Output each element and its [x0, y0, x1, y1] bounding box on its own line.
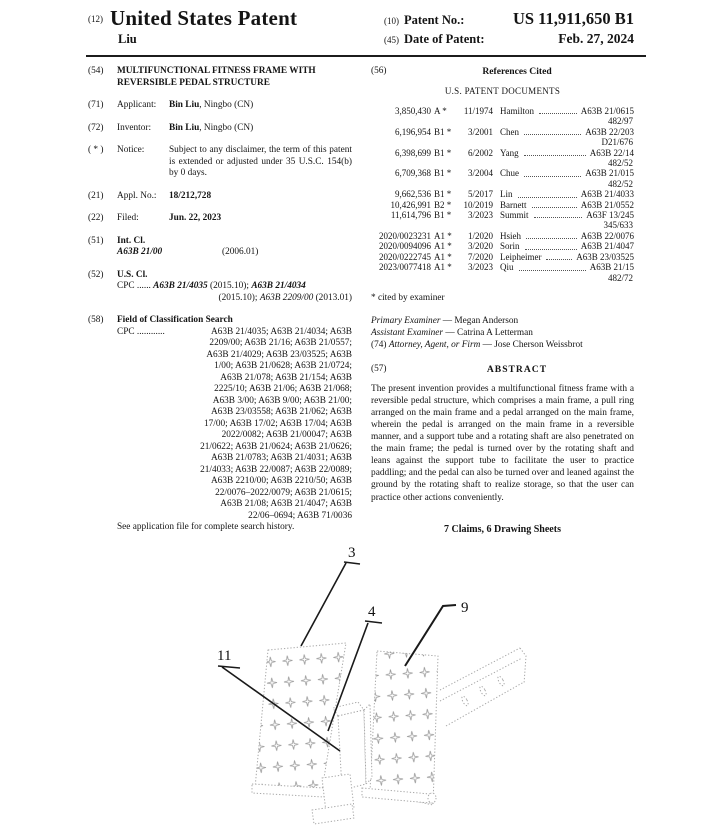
ref-kind-code: A1 *	[434, 262, 452, 273]
claims-sheets-note: 7 Claims, 6 Drawing Sheets	[444, 523, 561, 535]
ref-classification-cont: 482/52	[607, 178, 633, 189]
header-right	[384, 6, 634, 49]
field-of-search-line: 2209/00; A63B 21/16; A63B 21/0557;	[209, 338, 352, 348]
ref-number: 11,614,796	[390, 210, 431, 221]
figure-label-9: 9	[461, 600, 469, 616]
field-of-search-line: 22/06–0694; A63B 71/0036	[248, 510, 352, 521]
header-divider	[86, 55, 646, 57]
figure-label-11: 11	[217, 648, 232, 664]
primary-examiner-row	[371, 316, 634, 328]
left-pedal-panel	[255, 643, 346, 790]
reference-row	[371, 231, 634, 241]
reference-row	[371, 148, 634, 158]
ref-classification: A63F 13/245	[586, 210, 634, 221]
application-number-item	[88, 191, 352, 203]
applicant-location: , Ningbo (CN)	[199, 100, 254, 110]
field-of-search-line: A63B 21/0783; A63B 21/4031; A63B	[210, 453, 352, 463]
inventor-location: , Ningbo (CN)	[199, 122, 254, 133]
inid-code-45: (45)	[384, 35, 399, 45]
field-of-search-line: A63B 2210/00; A63B 2210/50; A63B	[210, 476, 352, 486]
reference-row	[371, 168, 634, 178]
ref-date: 3/2004	[467, 168, 493, 179]
ref-inventor-name: Sorin	[500, 241, 520, 252]
applicant-item	[88, 100, 352, 112]
inid-code-22: (22)	[88, 213, 104, 223]
field-of-search-note: See application file for complete search history.	[117, 522, 295, 532]
ref-inventor-name: Hsieh	[500, 230, 521, 241]
examiners-block	[371, 316, 634, 351]
field-of-search-line: 2225/10; A63B 21/06; A63B 21/068;	[214, 384, 352, 394]
ref-inventor-name: Chue	[500, 168, 519, 179]
ref-number: 6,196,954	[395, 126, 431, 137]
field-of-search-line: 22/0076–2022/0079; A63B 21/0615;	[215, 487, 352, 498]
filed-value: Jun. 22, 2023	[169, 213, 222, 223]
ref-number: 2020/0094096	[378, 241, 431, 252]
ref-dot-leader	[539, 113, 577, 114]
ref-classification: A63B 22/203	[585, 126, 634, 137]
field-of-search-line: A63B 3/00; A63B 9/00; A63B 21/00;	[212, 395, 352, 406]
inventor-name: Bin Liu	[169, 122, 200, 133]
ref-kind-code: B1 *	[434, 147, 452, 158]
ref-date: 7/2020	[467, 251, 493, 262]
ref-kind-code: B1 *	[434, 168, 452, 179]
bibliographic-columns	[88, 66, 634, 545]
inventor-label: Inventor:	[117, 122, 152, 133]
ref-classification-cont: D21/676	[601, 137, 633, 148]
field-of-search-line: A63B 21/08; A63B 21/4047; A63B	[220, 499, 352, 509]
us-cl-cpc-prefix: CPC ......	[117, 281, 151, 291]
ref-inventor-name: Barnett	[500, 199, 527, 210]
int-cl-item	[88, 236, 352, 259]
patent-figure	[100, 538, 560, 828]
ref-kind-code: A *	[434, 106, 447, 116]
ref-dot-leader	[524, 155, 586, 156]
abstract-text: The present invention provides a multifunctional fitness frame with a reversible pedal structure, which comprises a main frame, a pull ring arranged on the main frame and a pedal arranged on the main frame, wherein the pedal is arranged on the main frame in a reversible manner, and a support tube and a rotating shaft are also penetrated on the main frame; the pedal is turned over by the rotating shaft and leans against the support tube to facilitate the user to practice paddling; and the pedal can also be turned over and leaned against the ground by the rotating shaft to realize storage, so that the user can practice other actions conveniently.	[371, 383, 634, 503]
field-of-search-line: 17/00; A63B 17/02; A63B 17/04; A63B	[204, 418, 352, 429]
right-column	[371, 66, 634, 545]
field-of-search-lines	[117, 327, 352, 523]
ref-kind-code: B1 *	[434, 210, 452, 221]
attorney-name: — Jose Cherson Weissbrot	[482, 339, 583, 350]
inid-code-52: (52)	[88, 269, 104, 280]
inid-code-21: (21)	[88, 190, 104, 201]
ref-kind-code: B2 *	[434, 199, 452, 210]
inid-code-58: (58)	[88, 315, 104, 325]
inid-code-57: (57)	[371, 364, 387, 375]
inid-code-56: (56)	[371, 66, 387, 76]
ref-number: 2020/0023231	[378, 230, 431, 241]
references-list	[371, 106, 634, 283]
ref-dot-leader	[524, 176, 581, 177]
field-of-search-line: A63B 23/03558; A63B 21/062; A63B	[210, 407, 352, 417]
us-cl-line2-pre: (2015.10);	[218, 292, 260, 303]
left-column	[88, 66, 352, 545]
reference-row	[371, 200, 634, 210]
field-of-search-line: 1/00; A63B 21/0628; A63B 21/0724;	[214, 361, 352, 371]
reference-row	[371, 241, 634, 251]
cited-by-examiner-note: * cited by examiner	[371, 292, 445, 303]
ref-inventor-name: Hamilton	[500, 106, 534, 116]
patent-number-label: Patent No.:	[404, 13, 465, 27]
references-cited-title: References Cited	[482, 66, 552, 77]
ref-date: 1/2020	[467, 230, 493, 241]
inventor-surname: Liu	[118, 32, 137, 46]
ref-classification: A63B 21/015	[585, 168, 634, 179]
notice-text: Subject to any disclaimer, the term of this patent is extended or adjusted under 35 U.S.C. 154(b) by 0 days.	[169, 145, 352, 178]
ref-classification: A63B 21/4047	[580, 241, 634, 252]
inid-code-54: (54)	[88, 66, 104, 76]
us-cl-code1: A63B 21/4035	[153, 281, 208, 291]
ref-classification-cont: 482/72	[607, 272, 633, 283]
reference-row	[371, 210, 634, 220]
ref-number: 2023/0077418	[378, 262, 431, 273]
ref-kind-code: A1 *	[434, 241, 452, 252]
reference-row	[371, 127, 634, 137]
us-cl-item	[88, 270, 352, 305]
abstract-title: ABSTRACT	[486, 364, 548, 376]
ref-date: 3/2020	[467, 241, 493, 252]
ref-inventor-name: Chen	[500, 126, 519, 137]
invention-title-item	[88, 66, 352, 89]
figure-drawing	[100, 538, 560, 828]
ref-number: 3,850,430	[395, 106, 431, 116]
ref-date: 3/2023	[467, 262, 493, 273]
int-cl-code: A63B 21/00	[117, 247, 163, 257]
ref-date: 11/1974	[463, 106, 493, 116]
ref-classification: A63B 22/0076	[580, 230, 634, 241]
primary-examiner-label: Primary Examiner	[371, 316, 441, 327]
field-of-search-line: A63B 21/4029; A63B 23/03525; A63B	[206, 349, 352, 360]
ref-dot-leader	[546, 259, 572, 260]
us-cl-label: U.S. Cl.	[117, 269, 148, 280]
ref-number: 9,662,536	[395, 189, 431, 200]
patent-date-value: Feb. 27, 2024	[558, 31, 634, 46]
ref-kind-code: A1 *	[434, 230, 452, 241]
header	[88, 6, 634, 49]
ref-kind-code: B1 *	[434, 126, 452, 137]
inid-code-72: (72)	[88, 122, 104, 133]
field-of-search-cpc-prefix: CPC ............	[117, 326, 165, 337]
inventor-item	[88, 123, 352, 135]
abstract-heading	[371, 364, 634, 376]
leader-3	[301, 562, 360, 646]
filed-date-item	[88, 213, 352, 225]
attorney-label: Attorney, Agent, or Firm	[388, 339, 481, 350]
ref-number: 6,398,699	[395, 147, 431, 158]
ref-date: 5/2017	[467, 189, 493, 200]
ref-classification-cont: 482/97	[607, 116, 633, 127]
ref-dot-leader	[526, 238, 577, 239]
inid-code-10: (10)	[384, 16, 399, 26]
filed-label: Filed:	[117, 213, 139, 223]
ref-classification: A63B 23/03525	[576, 251, 634, 262]
field-of-search-line: A63B 21/078; A63B 21/154; A63B	[220, 372, 352, 383]
us-cl-mid1: (2015.10);	[207, 281, 252, 291]
assistant-examiner-row	[371, 328, 634, 340]
attorney-row	[371, 340, 634, 352]
field-of-search-line: 21/4033; A63B 22/0087; A63B 22/0089;	[200, 464, 352, 475]
right-pedal-panel	[370, 651, 438, 805]
ref-dot-leader	[525, 249, 577, 250]
ref-dot-leader	[524, 134, 581, 135]
ref-classification: A63B 22/14	[589, 147, 634, 158]
ref-classification: A63B 21/0552	[580, 199, 634, 210]
ref-classification-cont: 482/52	[607, 158, 633, 169]
notice-item	[88, 145, 352, 180]
us-cl-line2-post: (2013.01)	[313, 292, 352, 303]
figure-label-4: 4	[368, 604, 376, 620]
figure-label-3: 3	[348, 545, 356, 561]
document-title: United States Patent	[110, 6, 298, 30]
notice-label: Notice:	[117, 145, 145, 155]
inid-code-74: (74)	[371, 339, 387, 350]
field-of-search-line: CPC ............ A63B 21/4035; A63B 21/4034; A63B	[117, 326, 352, 337]
us-cl-line1	[117, 281, 352, 293]
application-number-label: Appl. No.:	[117, 190, 157, 201]
assistant-examiner-label: Assistant Examiner	[371, 328, 444, 338]
field-of-search-line: 2022/0082; A63B 21/00047; A63B	[221, 430, 352, 440]
ref-number: 10,426,991	[390, 199, 431, 210]
int-cl-version: (2006.01)	[222, 247, 259, 257]
ref-kind-code: B1 *	[434, 189, 452, 200]
ref-dot-leader	[518, 197, 577, 198]
primary-examiner-name: — Megan Anderson	[442, 316, 519, 327]
ref-inventor-name: Lin	[500, 189, 513, 200]
reference-row	[371, 252, 634, 262]
header-left	[88, 6, 297, 49]
notice-asterisk: ( * )	[88, 145, 104, 155]
us-cl-line2	[117, 293, 352, 305]
ref-classification: A63B 21/15	[589, 262, 634, 273]
ref-date: 10/2019	[463, 199, 493, 210]
reference-row	[371, 189, 634, 199]
ref-inventor-name: Leipheimer	[500, 251, 542, 262]
field-of-search-label: Field of Classification Search	[117, 315, 233, 325]
ref-date: 3/2023	[467, 210, 493, 221]
side-rail	[440, 648, 526, 726]
field-of-search-item	[88, 315, 352, 534]
us-cl-code2: A63B 21/4034	[251, 281, 306, 291]
reference-row	[371, 106, 634, 116]
inid-code-51: (51)	[88, 235, 104, 246]
applicant-label: Applicant:	[117, 100, 157, 110]
ref-date: 6/2002	[467, 147, 493, 158]
applicant-name: Bin Liu	[169, 100, 200, 110]
ref-dot-leader	[519, 270, 586, 271]
field-of-search-line: 21/0622; A63B 21/0624; A63B 21/0626;	[200, 441, 352, 452]
ref-date: 3/2001	[467, 126, 493, 137]
patent-date-label: Date of Patent:	[404, 32, 485, 46]
references-cited-heading	[371, 66, 634, 78]
ref-dot-leader	[534, 217, 583, 218]
invention-title: MULTIFUNCTIONAL FITNESS FRAME WITH REVERSIBLE PEDAL STRUCTURE	[117, 66, 316, 88]
ref-classification: A63B 21/4033	[580, 189, 634, 200]
ref-number: 2020/0222745	[378, 251, 431, 262]
ref-inventor-name: Yang	[500, 147, 519, 158]
us-cl-code3: A63B 2209/00	[259, 292, 314, 303]
ref-classification-cont: 345/633	[603, 220, 633, 231]
ref-kind-code: A1 *	[434, 251, 452, 262]
patent-number-value: US 11,911,650 B1	[512, 9, 634, 28]
ref-number: 6,709,368	[395, 168, 431, 179]
us-patent-documents-subtitle: U.S. PATENT DOCUMENTS	[444, 85, 561, 96]
reference-row	[371, 262, 634, 272]
ref-inventor-name: Summit	[500, 210, 529, 221]
int-cl-label: Int. Cl.	[117, 235, 146, 246]
ref-inventor-name: Qiu	[500, 262, 514, 273]
application-number-value: 18/212,728	[169, 190, 212, 201]
inid-code-71: (71)	[88, 100, 104, 110]
ref-classification: A63B 21/0615	[580, 106, 634, 116]
inid-code-12: (12)	[88, 14, 103, 24]
ref-dot-leader	[532, 207, 577, 208]
assistant-examiner-name: — Catrina A Letterman	[445, 328, 533, 338]
